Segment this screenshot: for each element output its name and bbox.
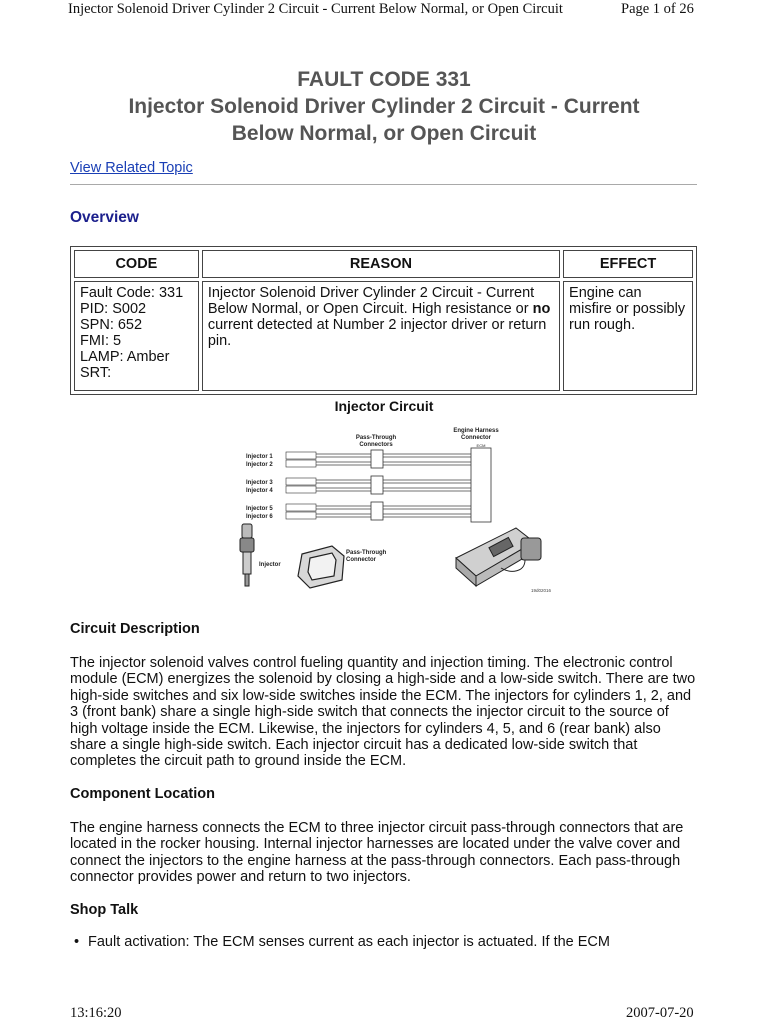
table-row [74,281,693,391]
fault-name-line-1: Injector Solenoid Driver Cylinder 2 Circuit - Current [128,95,640,118]
pass-through-connector-label: Connector [346,557,376,563]
header-effect: EFFECT [563,250,693,278]
srt-value: SRT: [80,365,112,381]
shop-talk-heading: Shop Talk [70,902,139,918]
injector-drawing [240,524,254,586]
view-related-topic-link[interactable]: View Related Topic [70,160,193,176]
fmi-value: FMI: 5 [80,333,122,349]
circuit-description-text: The injector solenoid valves control fueling quantity and injection timing. The electronic control module (ECM) energizes the solenoid by closing a high-side and a low-side switch. There are two high-side switches and six low-side switches inside the ECM. The injectors for cylinders 1, 2, and 3 (front bank) share a single high-side switch that connects the injector circuit to the source of high voltage inside the ECM. Likewise, the injectors for cylinders 4, 5, and 6 (rear bank) also share a single high-side switch. Each injector circuit has a dedicated low-side switch that completes the circuit path to ground inside the ECM. [70,655,696,770]
list-item: • Fault activation: The ECM senses current as each injector is actuated. If the ECM [70,934,700,950]
print-time: 13:16:20 [70,1005,122,1021]
shop-talk-list [70,934,700,950]
injector-4-label: Injector 4 [246,488,273,494]
harness-connector-label: Engine Harness [453,428,499,434]
ecm-connector-box [471,448,491,522]
table-header-row [74,250,693,278]
fault-code-title: FAULT CODE 331 [297,68,471,91]
injector-label: Injector [259,562,281,568]
figure-caption: Injector Circuit [334,398,434,414]
document-title [60,66,708,147]
injector-3-label: Injector 3 [246,480,273,486]
fault-name-line-2: Below Normal, or Open Circuit [231,122,537,145]
print-header-title: Injector Solenoid Driver Cylinder 2 Circuit - Current Below Normal, or Open Circuit [68,1,563,17]
ecm-label: ECM [476,443,486,448]
injector-5-label: Injector 5 [246,506,273,512]
pass-through-connector-drawing [298,546,344,588]
circuit-description-heading: Circuit Description [70,621,200,637]
pass-through-label: Connectors [359,442,393,448]
injector-plugs [286,452,316,519]
header-code: CODE [74,250,199,278]
pid-value: PID: S002 [80,301,147,317]
injector-2-label: Injector 2 [246,462,273,468]
divider [70,184,697,185]
pass-through-label: Pass-Through [355,435,397,441]
overview-heading: Overview [70,209,139,226]
figure-id-label: 19d02016 [531,588,552,593]
header-reason: REASON [202,250,560,278]
pass-through-connector-label: Pass-Through [346,550,387,556]
effect-cell: Engine can misfire or possibly run rough. [563,281,693,391]
page-indicator: Page 1 of 26 [621,1,694,17]
print-header [0,0,768,22]
spn-value: SPN: 652 [80,317,143,333]
pass-through-connector-boxes [371,450,383,520]
fault-table [70,246,697,395]
component-location-heading: Component Location [70,786,215,802]
reason-text-2: current detected at Number 2 injector driver or return pin. [207,317,547,349]
reason-text-1: Injector Solenoid Driver Cylinder 2 Circuit - Current Below Normal, or Open Circuit. High resistance or [207,285,535,317]
component-location-text: The engine harness connects the ECM to three injector circuit pass-through connectors that are located in the rocker housing. Internal injector harnesses are located under the valve cover and connect the injectors to the engine harness at the pass-through connectors. Each pass-through connector provides power and return to two injectors. [70,820,684,886]
reason-cell [202,281,560,391]
injector-6-label: Injector 6 [246,514,273,520]
print-date: 2007-07-20 [626,1005,694,1021]
reason-text-bold: no [532,301,551,317]
injector-circuit-diagram [226,420,556,600]
injector-1-label: Injector 1 [246,454,273,460]
lamp-value: LAMP: Amber [80,349,170,365]
harness-connector-label: Connector [461,435,491,441]
fault-code-value: Fault Code: 331 [80,285,184,301]
code-cell [74,281,199,391]
